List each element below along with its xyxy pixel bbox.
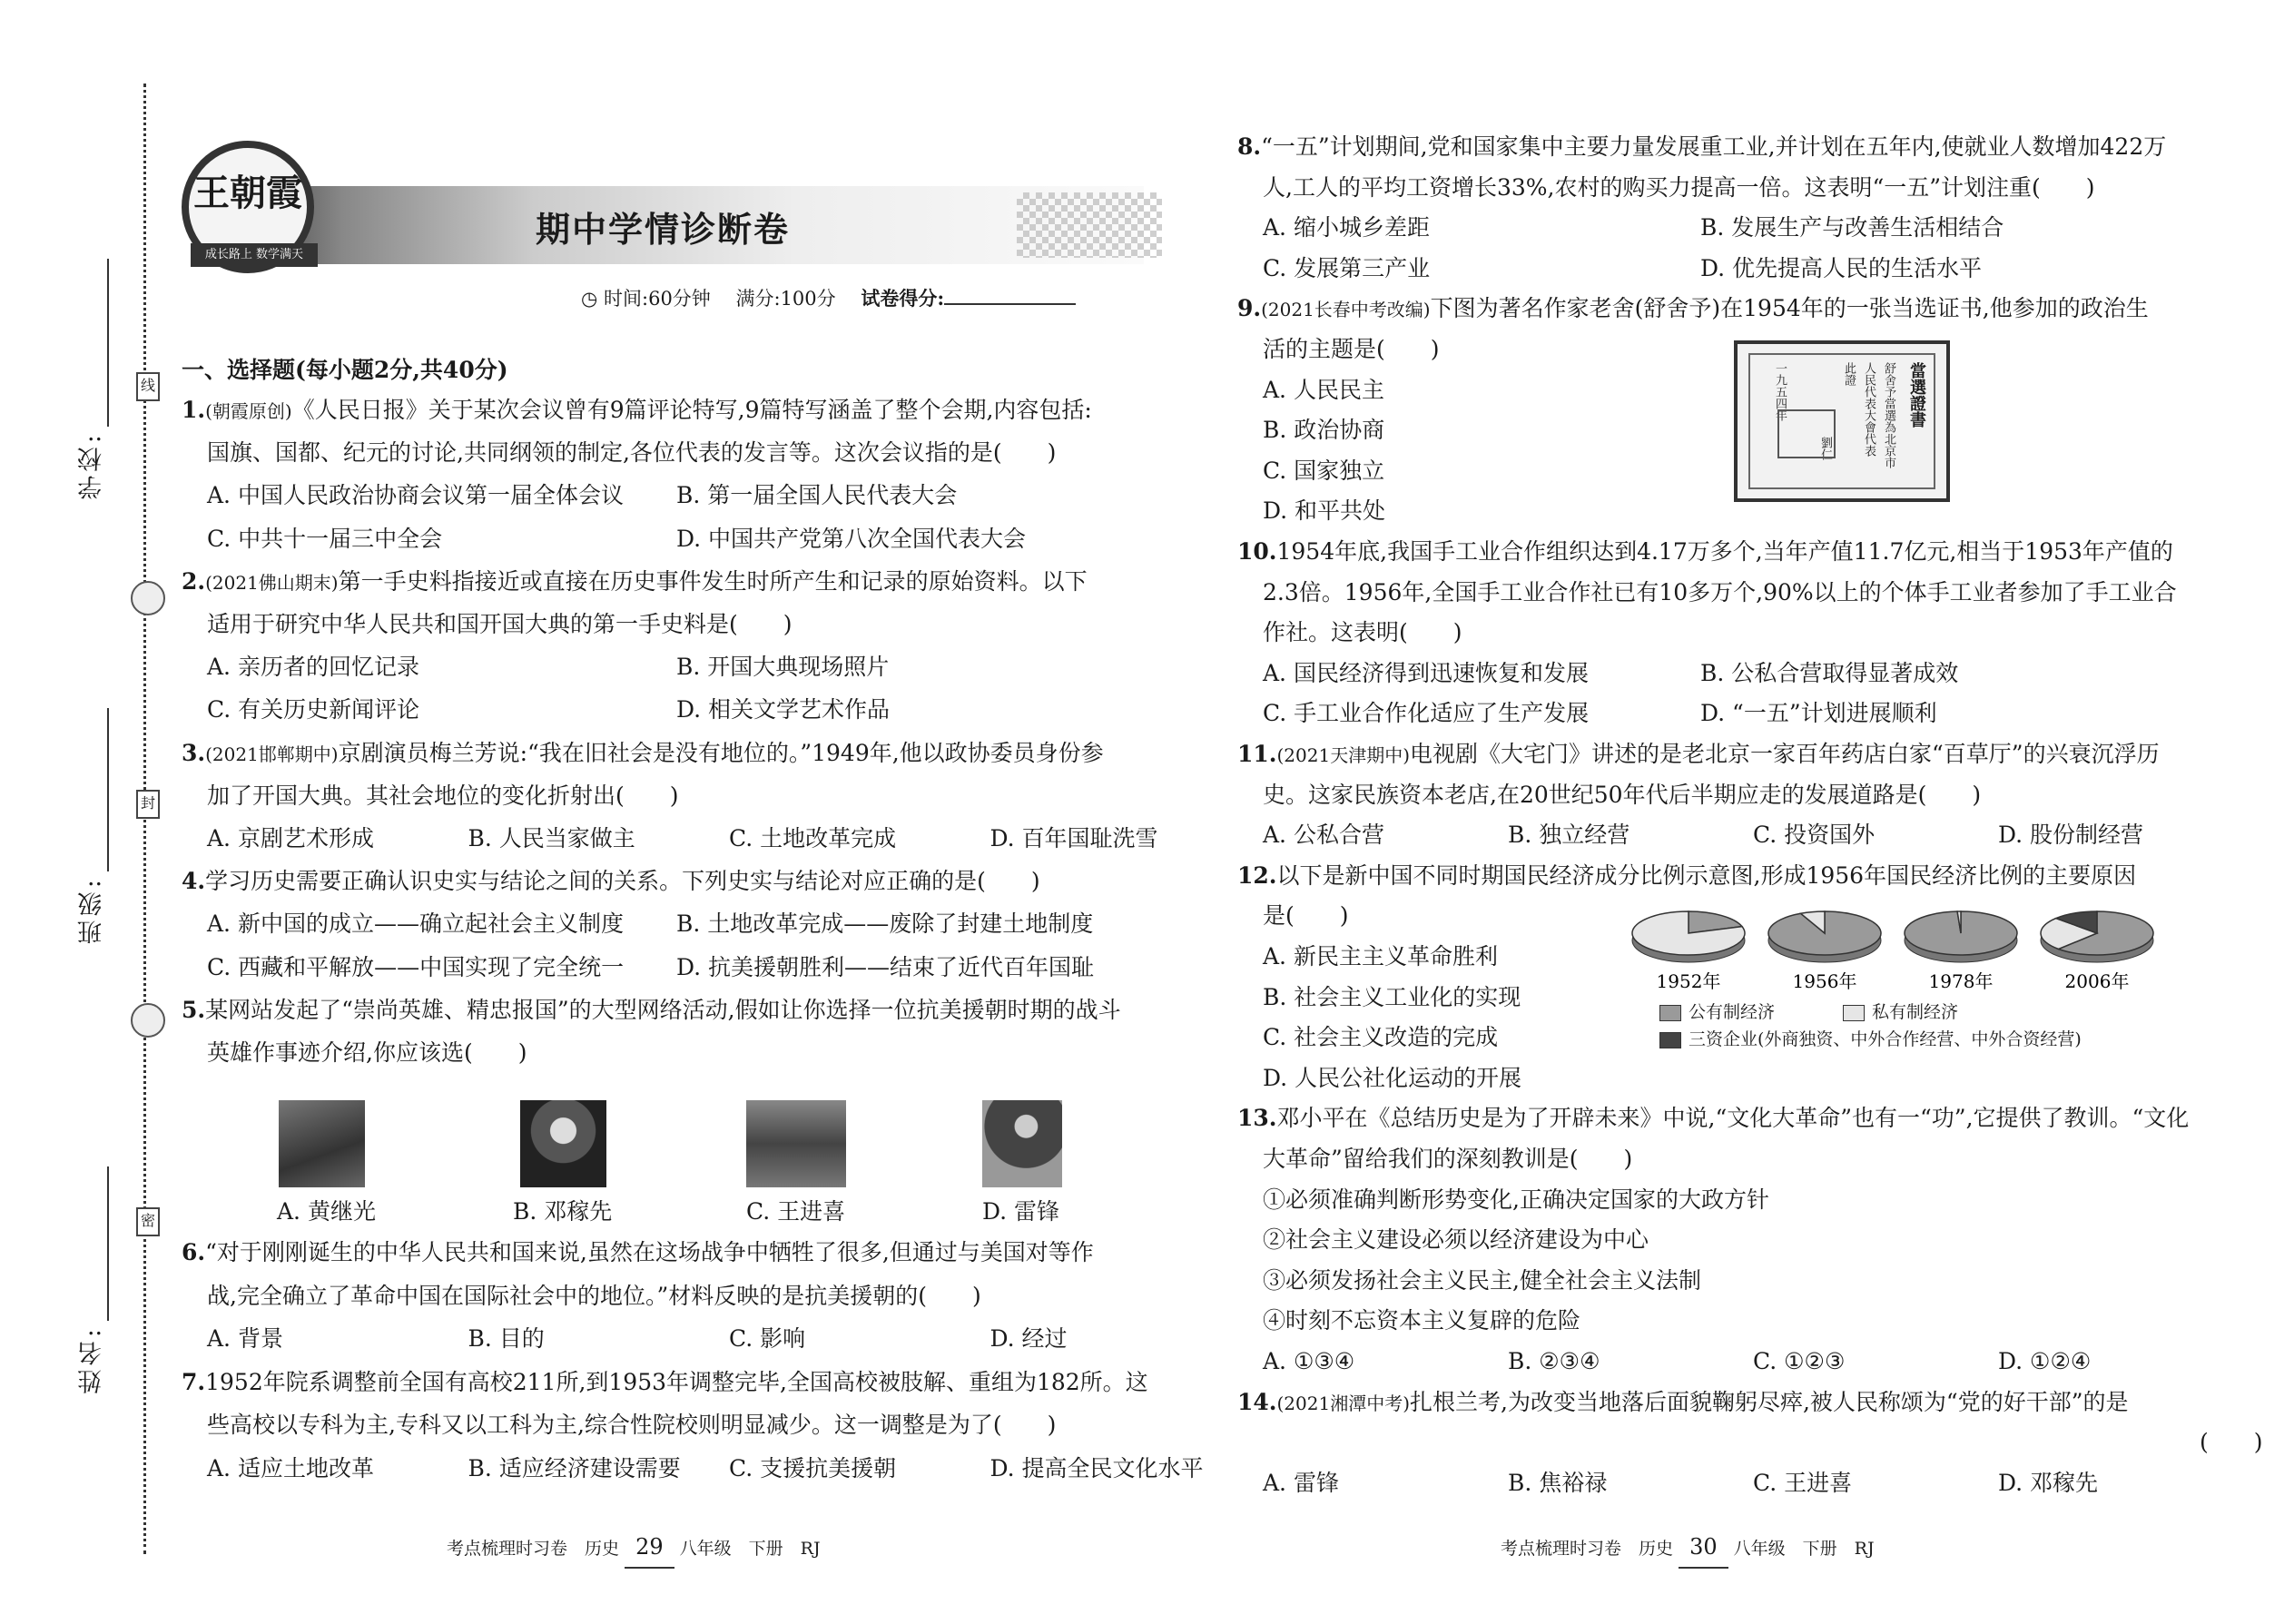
- question-text: A. 人民民主: [1263, 376, 1384, 403]
- page-number: 30: [1679, 1527, 1728, 1569]
- question-stem: [1237, 1383, 2128, 1423]
- option-d[interactable]: D. 优先提高人民的生活水平: [1700, 254, 1983, 281]
- question-text: 加了开国大典。其社会地位的变化折射出( ): [207, 782, 679, 809]
- question-text: 适用于研究中华人民共和国开国大典的第一手史料是( ): [207, 611, 793, 637]
- option-a[interactable]: A. 国民经济得到迅速恢复和发展: [1263, 659, 1589, 686]
- option-a[interactable]: A. 中国人民政治协商会议第一届全体会议: [207, 482, 624, 509]
- section-heading: 一、选择题(每小题2分,共40分): [182, 357, 508, 383]
- question-number: 14.: [1237, 1388, 1277, 1415]
- question-source: (2021湘潭中考): [1276, 1392, 1411, 1414]
- legend-foreign: [1659, 1026, 2082, 1050]
- question-line: [1263, 491, 1385, 531]
- question-line: [1263, 410, 1384, 450]
- time-limit: 时间:60分钟: [604, 288, 711, 310]
- option-d[interactable]: D. 抗美援朝胜利——结束了近代百年国耻: [676, 953, 1095, 980]
- q5-option-c[interactable]: C. 王进喜: [746, 1198, 846, 1225]
- option-a[interactable]: A. 缩小城乡差距: [1263, 214, 1430, 241]
- question-number: 13.: [1237, 1105, 1277, 1132]
- question-source: (2021邯郸期中): [205, 743, 339, 765]
- option-c[interactable]: C. 投资国外: [1753, 822, 1876, 849]
- question-text: “一五”计划期间,党和国家集中主要力量发展重工业,并计划在五年内,使就业人数增加422万: [1261, 133, 2167, 160]
- question-line: [1263, 1139, 1632, 1179]
- question-line: [1263, 370, 1384, 410]
- question-number: 3.: [182, 739, 206, 766]
- legend-public: [1659, 999, 1775, 1023]
- option-d[interactable]: D. 相关文学艺术作品: [676, 696, 891, 723]
- question-line: [1263, 896, 1349, 936]
- question-text: B. 政治协商: [1263, 417, 1385, 444]
- question-line: [1263, 1018, 1498, 1058]
- option-c[interactable]: C. 土地改革完成: [729, 825, 897, 851]
- school-label: 学校:: [78, 431, 106, 500]
- question-stem: [1237, 289, 2149, 330]
- question-text: 英雄作事迹介绍,你应该选( ): [207, 1039, 527, 1066]
- logo-ribbon: 成长路上 数学满天: [191, 243, 318, 267]
- question-text: 某网站发起了“崇尚英雄、精忠报国”的大型网络活动,假如让你选择一位抗美援朝时期的战斗: [205, 996, 1121, 1023]
- question-number: 7.: [182, 1368, 206, 1395]
- option-c[interactable]: C. 有关历史新闻评论: [207, 696, 420, 723]
- question-line: [1263, 573, 2177, 613]
- footer-grade: 八年级 下册 RJ: [1733, 1539, 1875, 1559]
- question-line: [1263, 1058, 1521, 1098]
- question-text: B. 社会主义工业化的实现: [1263, 983, 1521, 1010]
- school-field-line[interactable]: [107, 259, 109, 427]
- question-text: A. 新民主主义革命胜利: [1263, 943, 1498, 969]
- name-field-line[interactable]: [107, 1166, 109, 1321]
- legend-swatch: [1659, 1032, 1681, 1048]
- question-line: [1263, 1180, 1769, 1220]
- option-d[interactable]: D. 股份制经营: [1998, 822, 2144, 849]
- question-text: 京剧演员梅兰芳说:“我在旧社会是没有地位的。”1949年,他以政协委员身份参: [338, 739, 1104, 766]
- question-text: 大革命”留给我们的深刻教训是( ): [1263, 1146, 1633, 1172]
- question-number: 1.: [182, 397, 206, 423]
- option-a[interactable]: A. 亲历者的回忆记录: [207, 654, 419, 681]
- option-a[interactable]: A. 公私合营: [1263, 822, 1384, 849]
- question-stem: [1237, 127, 2166, 167]
- exam-meta: [581, 284, 1076, 311]
- question-text: 第一手史料指接近或直接在历史事件发生时所产生和记录的原始资料。以下: [338, 567, 1088, 595]
- q5-option-b[interactable]: B. 邓稼先: [513, 1198, 613, 1225]
- photo-lei-feng: [982, 1100, 1062, 1187]
- question-line: [207, 1405, 1056, 1445]
- seal-feng: 封: [136, 790, 160, 819]
- question-text: 1954年底,我国手工业合作组织达到4.17万多个,当年产值11.7亿元,相当于1953年产值的: [1276, 538, 2173, 565]
- full-score: 满分:100分: [735, 288, 836, 310]
- question-line: [1263, 978, 1521, 1018]
- page-title: 期中学情诊断卷: [536, 209, 791, 250]
- question-text: 战,完全确立了革命中国在国际社会中的地位。”材料反映的是抗美援朝的( ): [207, 1282, 981, 1309]
- question-source: (朝霞原创): [205, 400, 292, 422]
- legend-swatch: [1659, 1005, 1681, 1021]
- question-line: [207, 776, 679, 816]
- question-line: [1263, 775, 1981, 815]
- question-line: [1263, 937, 1498, 977]
- question-text: ④时刻不忘资本主义复辟的危险: [1263, 1307, 1581, 1334]
- question-number: 5.: [182, 996, 206, 1023]
- question-text: ③必须发扬社会主义民主,健全社会主义法制: [1263, 1266, 1701, 1294]
- question-text: D. 和平共处: [1263, 497, 1386, 525]
- question-text: 学习历史需要正确认识史实与结论之间的关系。下列史实与结论对应正确的是( ): [205, 868, 1040, 895]
- question-stem: [182, 390, 1092, 431]
- banner-checker-pattern: [1017, 192, 1162, 258]
- option-b[interactable]: B. 开国大典现场照片: [676, 654, 890, 681]
- question-text: 作社。这表明( ): [1263, 619, 1462, 646]
- question-stem: [1237, 532, 2173, 572]
- question-number: 9.: [1237, 295, 1262, 322]
- question-line: [207, 605, 793, 645]
- question-text: 些高校以专科为主,专科又以工科为主,综合性院校则明显减少。这一调整是为了( ): [207, 1412, 1057, 1438]
- question-number: 2.: [182, 567, 206, 595]
- option-b[interactable]: B. 人民当家做主: [468, 825, 635, 851]
- legend-private: [1843, 999, 1958, 1023]
- question-text: 史。这家民族资本老店,在20世纪50年代后半期应走的发展道路是( ): [1263, 781, 1982, 808]
- photo-wang-jinxi: [746, 1100, 846, 1187]
- option-b[interactable]: B. 发展生产与改善生活相结合: [1700, 214, 2004, 241]
- option-c[interactable]: C. 中共十一届三中全会: [207, 525, 443, 552]
- question-line: [1263, 168, 2095, 208]
- option-b[interactable]: B. 焦裕禄: [1508, 1469, 1608, 1496]
- option-a[interactable]: A. 雷锋: [1263, 1469, 1339, 1496]
- question-stem: [182, 562, 1088, 603]
- pie-year-label: 1978年: [1928, 970, 1994, 992]
- footer-series: 考点梳理时习卷 历史: [447, 1539, 620, 1559]
- option-c[interactable]: C. 西藏和平解放——中国实现了完全统一: [207, 953, 625, 980]
- option-b[interactable]: B. 适应经济建设需要: [468, 1454, 681, 1481]
- seal-mi: 密: [136, 1207, 160, 1236]
- pie-year-label: 1952年: [1656, 970, 1721, 992]
- question-number: 11.: [1237, 741, 1277, 767]
- option-d[interactable]: D. 提高全民文化水平: [989, 1454, 1204, 1481]
- option-c[interactable]: C. 支援抗美援朝: [729, 1454, 897, 1481]
- question-line: [1263, 613, 1462, 653]
- question-number: 6.: [182, 1239, 206, 1265]
- q5-option-a[interactable]: A. 黄继光: [277, 1198, 376, 1225]
- option-c[interactable]: C. 王进喜: [1753, 1469, 1853, 1496]
- question-text: 《人民日报》关于某次会议曾有9篇评论特写,9篇特写涵盖了整个会期,内容包括:: [291, 397, 1092, 423]
- question-text: 邓小平在《总结历史是为了开辟未来》中说,“文化大革命”也有一“功”,它提供了教训。“文化: [1276, 1105, 2190, 1132]
- option-d[interactable]: D. ①②④: [1998, 1348, 2092, 1374]
- question-line: [207, 1276, 981, 1316]
- option-d[interactable]: D. 中国共产党第八次全国代表大会: [676, 525, 1027, 552]
- question-line: [1263, 1261, 1701, 1301]
- question-number: 8.: [1237, 133, 1262, 160]
- question-text: 下图为著名作家老舍(舒舍予)在1954年的一张当选证书,他参加的政治生: [1430, 295, 2149, 322]
- question-line: [1263, 1301, 1580, 1341]
- class-label: 班级:: [78, 876, 106, 945]
- class-field-line[interactable]: [107, 708, 109, 871]
- question-stem: [182, 733, 1104, 774]
- question-line: [207, 1033, 527, 1073]
- seal-xian: 线: [136, 372, 160, 401]
- clock-icon: ◷: [581, 288, 598, 310]
- option-c[interactable]: C. ①②③: [1753, 1348, 1846, 1374]
- question-line: [1263, 330, 1440, 369]
- option-a[interactable]: A. 适应土地改革: [207, 1454, 374, 1481]
- right-footer: [1501, 1527, 1875, 1569]
- option-d[interactable]: D. 百年国耻洗雪: [989, 825, 1158, 851]
- footer-series: 考点梳理时习卷 历史: [1501, 1539, 1674, 1559]
- option-a[interactable]: A. 新中国的成立——确立起社会主义制度: [207, 910, 624, 938]
- question-text: D. 人民公社化运动的开展: [1263, 1064, 1522, 1091]
- question-text: 以下是新中国不同时期国民经济成分比例示意图,形成1956年国民经济比例的主要原因: [1276, 861, 2137, 889]
- question-stem: [182, 861, 1040, 901]
- question-text: ②社会主义建设必须以经济建设为中心: [1263, 1226, 1649, 1254]
- logo-text: 王朝霞: [193, 172, 302, 214]
- certificate-signer: 劉仁: [1818, 437, 1832, 460]
- question-stem: [1237, 856, 2136, 896]
- question-stem: [1237, 734, 2160, 775]
- page-number: 29: [625, 1527, 674, 1569]
- option-d[interactable]: D. 经过: [989, 1325, 1068, 1352]
- question-stem: [182, 990, 1121, 1030]
- name-label: 姓名:: [78, 1325, 106, 1394]
- question-source: (2021佛山期末): [205, 571, 339, 594]
- binding-ornament-icon: [131, 581, 165, 615]
- economy-pie-charts: [1629, 899, 2192, 999]
- left-footer: [447, 1527, 821, 1569]
- q5-option-d[interactable]: D. 雷锋: [982, 1198, 1060, 1225]
- footer-grade: 八年级 下册 RJ: [679, 1539, 821, 1559]
- legend-label: 私有制经济: [1872, 1002, 1959, 1022]
- question-source: (2021天津期中): [1276, 744, 1411, 766]
- certificate-text: 此證: [1842, 362, 1856, 386]
- photo-huang-jiguang: [279, 1100, 365, 1187]
- option-b[interactable]: B. 第一届全国人民代表大会: [676, 482, 958, 509]
- certificate-text: 舒舍予當選為北京市: [1882, 362, 1895, 468]
- question-text: 国旗、国都、纪元的讨论,共同纲领的制定,各位代表的发言等。这次会议指的是( ): [207, 439, 1057, 467]
- question-text: 1952年院系调整前全国有高校211所,到1953年调整完毕,全国高校被肢解、重组为182所。这: [205, 1368, 1148, 1395]
- score-label: 试卷得分:: [861, 287, 945, 310]
- option-b[interactable]: B. 独立经营: [1508, 822, 1630, 849]
- option-b[interactable]: B. 目的: [468, 1325, 545, 1352]
- certificate-seal-stamp: [1777, 409, 1836, 458]
- pie-year-label: 2006年: [2064, 970, 2130, 992]
- question-line: [1263, 451, 1384, 491]
- option-d[interactable]: D. 邓稼先: [1998, 1469, 2099, 1496]
- certificate-date: 一九五四年: [1773, 362, 1787, 421]
- legend-swatch: [1843, 1005, 1865, 1021]
- question-text: 扎根兰考,为改变当地落后面貌鞠躬尽瘁,被人民称颂为“党的好干部”的是: [1410, 1388, 2129, 1415]
- option-a[interactable]: A. 京剧艺术形成: [207, 825, 374, 851]
- option-b[interactable]: B. ②③④: [1508, 1348, 1600, 1374]
- question-source: (2021长春中考改编): [1261, 299, 1431, 321]
- question-number: 10.: [1237, 538, 1277, 565]
- question-text: C. 社会主义改造的完成: [1263, 1024, 1499, 1051]
- answer-paren[interactable]: ( ): [2200, 1429, 2263, 1456]
- question-number: 12.: [1237, 861, 1277, 889]
- score-field[interactable]: [944, 303, 1076, 305]
- question-line: [207, 433, 1056, 473]
- question-text: 是( ): [1263, 902, 1349, 930]
- question-text: 人,工人的平均工资增长33%,农村的购买力提高一倍。这表明“一五”计划注重( ): [1263, 173, 2095, 201]
- question-text: C. 国家独立: [1263, 457, 1385, 484]
- certificate-text: 人民代表大會代表: [1862, 362, 1876, 457]
- question-text: 活的主题是( ): [1263, 336, 1440, 362]
- binding-ornament-icon: [131, 1003, 165, 1038]
- binding-dotted-line: [143, 84, 146, 1554]
- legend-label: 公有制经济: [1689, 1002, 1776, 1022]
- legend-label: 三资企业(外商独资、中外合作经营、中外合资经营): [1689, 1029, 2082, 1049]
- option-c[interactable]: C. 发展第三产业: [1263, 254, 1431, 281]
- question-text: “对于刚刚诞生的中华人民共和国来说,虽然在这场战争中牺牲了很多,但通过与美国对等作: [205, 1239, 1094, 1265]
- photo-deng-jiaxian: [520, 1100, 606, 1187]
- election-certificate-image: [1734, 340, 1950, 502]
- option-b[interactable]: B. 土地改革完成——废除了封建土地制度: [676, 910, 1094, 938]
- question-line: [1263, 1220, 1649, 1260]
- question-text: ①必须准确判断形势变化,正确决定国家的大政方针: [1263, 1186, 1769, 1213]
- question-text: 2.3倍。1956年,全国手工业合作社已有10多万个,90%以上的个体手工业者参加了手工业合: [1263, 578, 2177, 605]
- option-a[interactable]: A. ①③④: [1263, 1348, 1355, 1374]
- question-stem: [1237, 1098, 2189, 1138]
- option-c[interactable]: C. 影响: [729, 1325, 806, 1352]
- question-stem: [182, 1233, 1094, 1273]
- option-b[interactable]: B. 公私合营取得显著成效: [1700, 659, 1959, 686]
- question-stem: [182, 1363, 1148, 1403]
- option-a[interactable]: A. 背景: [207, 1325, 283, 1352]
- option-c[interactable]: C. 手工业合作化适应了生产发展: [1263, 700, 1590, 727]
- certificate-heading: 當選證書: [1907, 362, 1926, 428]
- question-number: 4.: [182, 868, 206, 895]
- certificate-frame: [1748, 353, 1935, 489]
- option-d[interactable]: D. “一五”计划进展顺利: [1700, 700, 1937, 727]
- question-text: 电视剧《大宅门》讲述的是老北京一家百年药店白家“百草厅”的兴衰沉浮历: [1410, 741, 2160, 767]
- pie-year-label: 1956年: [1792, 970, 1857, 992]
